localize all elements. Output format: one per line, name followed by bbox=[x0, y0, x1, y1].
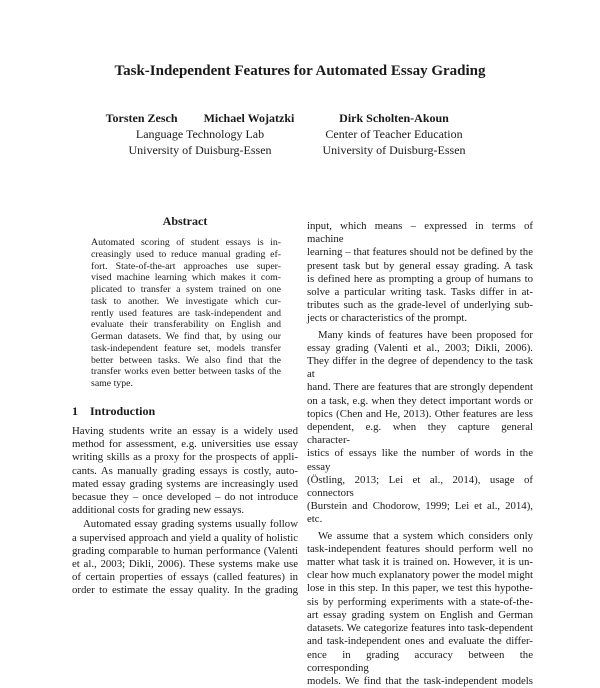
text-line: solve a particular writing task. Tasks differ in at- bbox=[307, 286, 533, 299]
text-line: essay grading (Valenti et al., 2003; Dikli, 2006). bbox=[307, 341, 533, 354]
text-line: topics (Chen and He, 2013). Other features are less bbox=[307, 407, 533, 420]
text-line: We assume that a system which considers only bbox=[318, 529, 533, 542]
paragraph bbox=[307, 530, 533, 688]
text-line: jects or characteristics of the prompt. bbox=[307, 312, 468, 325]
author-affiliation: Center of Teacher Education bbox=[325, 127, 463, 141]
text-line: learning – that features should not be defined by the bbox=[307, 246, 533, 259]
text-line: becasue they – once developed – do not introduce bbox=[72, 491, 298, 504]
abstract-line: vised machine learning which makes it com- bbox=[91, 272, 281, 284]
paragraph bbox=[72, 425, 298, 517]
text-line: istics of essays like the number of words in the essay bbox=[307, 447, 533, 473]
text-line: hand. There are features that are strongly dependent bbox=[307, 381, 533, 394]
text-line: They differ in the degree of dependency to the task at bbox=[307, 355, 533, 381]
abstract-body bbox=[91, 237, 281, 390]
text-line: et al., 2003; Dikli, 2006). These systems make use bbox=[72, 558, 298, 571]
section-number: 1 bbox=[72, 404, 78, 418]
text-line: a supervised approach and yield a quality of holistic bbox=[72, 531, 298, 544]
text-line: cants. As manually grading essays is costly, auto- bbox=[72, 464, 298, 477]
text-line: writing skills as a proxy for the prospects of appli- bbox=[72, 451, 298, 464]
section-title: Introduction bbox=[90, 404, 156, 418]
author-name: Dirk Scholten-Akoun bbox=[339, 111, 449, 125]
abstract-heading: Abstract bbox=[162, 214, 208, 228]
abstract-line: task to another. We investigate which cur- bbox=[91, 295, 281, 307]
abstract-line: Automated scoring of student essays is in- bbox=[91, 237, 281, 248]
text-line: models. We find that the task-independent models bbox=[307, 674, 533, 687]
author-affiliation: Language Technology Lab bbox=[135, 127, 265, 141]
text-line: Having students write an essay is a widely used bbox=[72, 425, 298, 437]
text-line: method for assessment, e.g. universities use essay bbox=[72, 438, 298, 451]
text-line: grading comparable to human performance (Valenti bbox=[72, 544, 298, 557]
abstract-line: German datasets. We find that, by using our bbox=[91, 331, 281, 342]
author-block-left bbox=[96, 110, 304, 158]
text-line: is defined here as prompting a group of humans to bbox=[307, 272, 533, 285]
abstract-line: task-independent feature set, models transfer bbox=[91, 342, 281, 354]
text-line: task-independent features should perform well no bbox=[307, 542, 533, 555]
paragraph bbox=[72, 518, 298, 597]
abstract-line: fort. State-of-the-art approaches use super- bbox=[91, 260, 281, 272]
paragraph bbox=[307, 220, 533, 326]
author-name: Torsten Zesch bbox=[105, 111, 178, 125]
text-line: present task but by general essay grading. A task bbox=[307, 259, 533, 272]
text-line: on a task, e.g. when they detect important words or bbox=[307, 394, 533, 407]
author-names-row bbox=[96, 110, 304, 126]
paper-title: Task-Independent Features for Automated Essay Grading bbox=[114, 63, 486, 79]
author-name: Michael Wojatzki bbox=[203, 111, 295, 125]
author-names-row bbox=[304, 110, 484, 126]
abstract-line: better between tasks. We also find that the bbox=[91, 354, 281, 366]
column-right bbox=[307, 220, 533, 688]
text-line: (Burstein and Chodorow, 1999; Lei et al., 2014), etc. bbox=[307, 500, 533, 526]
text-line: matter what task it is trained on. However, it is un- bbox=[307, 556, 533, 569]
paragraph bbox=[307, 329, 533, 527]
text-line: additional costs for grading new essays. bbox=[72, 504, 245, 517]
section-heading bbox=[72, 403, 298, 419]
text-line: dependent, e.g. when they capture general character- bbox=[307, 421, 533, 447]
text-line: clear how much explanatory power the model might bbox=[307, 569, 533, 582]
abstract-line: rently used features are task-independent and bbox=[91, 307, 281, 319]
text-line: Automated essay grading systems usually follow bbox=[83, 518, 298, 531]
text-line: input, which means – expressed in terms of machine bbox=[307, 220, 533, 246]
text-line: tributes such as the grade-level of underlying sub- bbox=[307, 299, 533, 312]
author-affiliation: University of Duisburg-Essen bbox=[128, 143, 272, 157]
abstract-line: same type. bbox=[91, 378, 133, 389]
text-line: of certain properties of essays (called features) in bbox=[72, 571, 298, 584]
text-line: and task-independent ones and evaluate the differ- bbox=[307, 635, 533, 648]
abstract-line: transfer works even better between tasks of the bbox=[91, 366, 281, 378]
text-line: ence in grading accuracy between the corresponding bbox=[307, 648, 533, 674]
text-line: Many kinds of features have been proposed for bbox=[318, 328, 533, 341]
text-line: mated essay grading systems are increasingly used bbox=[72, 477, 298, 490]
text-line: art essay grading system on English and German bbox=[307, 608, 533, 621]
text-line: lose in this step. In this paper, we test this hypothe- bbox=[307, 582, 533, 595]
author-affiliation: University of Duisburg-Essen bbox=[322, 143, 466, 157]
text-line: datasets. We categorize features into task-dependent bbox=[307, 622, 533, 635]
abstract-line: creasingly used to reduce manual grading ef- bbox=[91, 248, 281, 260]
abstract-line: plicated to transfer a system trained on one bbox=[91, 284, 281, 295]
text-line: order to estimate the essay quality. In the grading bbox=[72, 584, 298, 597]
column-left bbox=[72, 425, 298, 598]
text-line: sis by performing experiments with a state-of-the- bbox=[307, 595, 533, 608]
abstract-line: evaluate their transferability on English and bbox=[91, 319, 281, 331]
author-block-right bbox=[304, 110, 484, 158]
text-line: (Östling, 2013; Lei et al., 2014), usage of connectors bbox=[307, 473, 533, 500]
